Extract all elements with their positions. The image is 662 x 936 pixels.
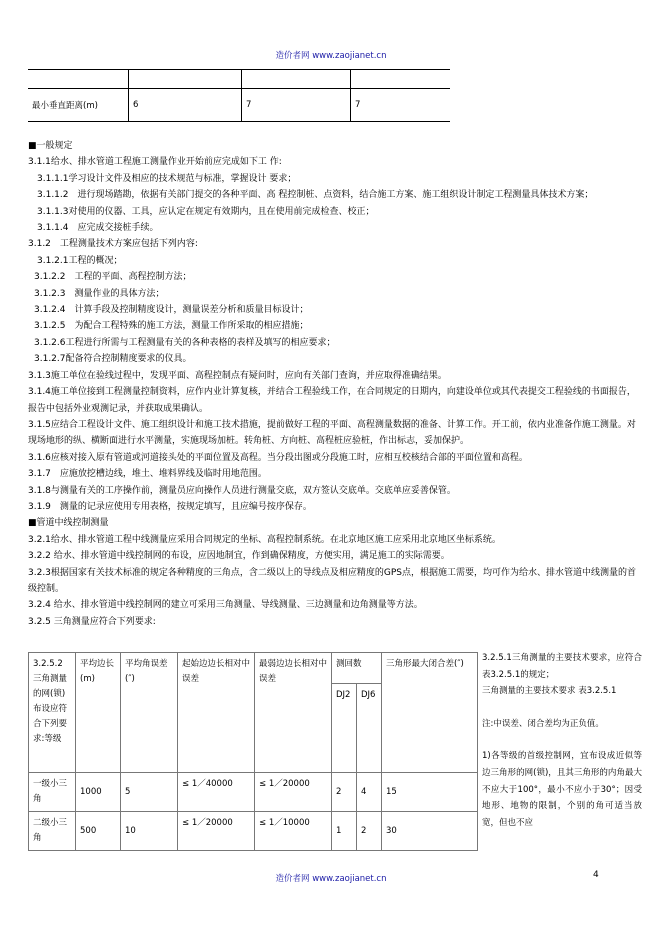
header-cell-grade: 3.2.5.2 三角测量的网(锁)布设应符合下列要求:等级 <box>29 653 76 773</box>
header-site-link[interactable]: 造价者网 www.zaojianet.cn <box>275 51 387 61</box>
paragraph: 3.1.2.5 为配合工程特殊的施工方法，测量工作所采取的相应措施； <box>34 321 309 332</box>
paragraph: 3.1.3施工单位在验线过程中，发现平面、高程控制点有疑问时，应向有关部门查询，并应取得准确结果。 <box>28 370 447 381</box>
table-cell: 15 <box>382 773 478 812</box>
table-cell: 7 <box>351 89 451 122</box>
table-header-row <box>29 653 478 684</box>
table-cell <box>351 70 451 89</box>
table-cell <box>242 70 351 89</box>
paragraph: 3.1.1.2 进行现场踏勘，依据有关部门提交的各种平面、高 程控制桩、点资料，结合施工方案、施工组织设计制定工程测量具体技术方案； <box>37 190 594 201</box>
paragraph: 3.1.6应核对接入原有管道或河道接头处的平面位置及高程。当分段出图或分段施工时，应相互校核结合部的平面位置和高程。 <box>28 452 528 463</box>
table-cell: 二级小三角 <box>29 812 76 851</box>
table-cell: ≤ 1／20000 <box>255 773 332 812</box>
table-cell: ≤ 1／40000 <box>178 773 255 812</box>
side-note <box>482 650 642 831</box>
header-cell-dj2: DJ2 <box>332 684 357 773</box>
paragraph: 3.1.2.6工程进行所需与工程测量有关的各种表格的表样及填写的相应要求； <box>34 337 336 348</box>
header-cell-closure: 三角形最大闭合差(″) <box>382 653 478 773</box>
table-cell: 最小垂直距离(m) <box>28 89 129 122</box>
paragraph: 3.1.1.3对使用的仪器、工具，应认定在规定有效期内，且在使用前完成检查、校正； <box>37 206 375 217</box>
header-cell-dj6: DJ6 <box>357 684 382 773</box>
table-row <box>28 70 450 89</box>
paragraph: 3.1.2.3 测量作业的具体方法； <box>34 288 165 299</box>
table-row <box>28 89 450 122</box>
paragraph: 3.2.1给水、排水管道工程中线测量应采用合同规定的坐标、高程控制系统。在北京地区施工应采用北京地区坐标系统。 <box>28 534 501 545</box>
table-cell: 6 <box>129 89 242 122</box>
table-cell: 10 <box>121 812 178 851</box>
paragraph: 3.2.5 三角测量应符合下列要求: <box>28 616 156 627</box>
paragraph: 3.1.2.1工程的概况； <box>37 255 123 266</box>
header-cell-start-side: 起始边边长相对中误差 <box>178 653 255 773</box>
paragraph: 3.1.4施工单位接到工程测量控制资料，应作内业计算复核，并结合工程验线工作，在合同规定的日期内，向建设单位或其代表提交工程验线的书面报告，报告中包括外业观测记录，并获取成果确认。 <box>28 387 636 414</box>
body-text <box>28 138 640 630</box>
section-heading: ■管道中线控制测量 <box>28 518 109 529</box>
table-cell <box>28 70 129 89</box>
table-cell: 一级小三角 <box>29 773 76 812</box>
table-cell: 1000 <box>76 773 121 812</box>
table-cell: 2 <box>357 812 382 851</box>
paragraph: 3.1.9 测量的记录应使用专用表格，按规定填写，且应编号按序保存。 <box>28 501 312 512</box>
spacer <box>482 700 642 716</box>
section-heading: ■一般规定 <box>28 141 73 151</box>
paragraph: 3.1.1给水、排水管道工程施工测量作业开始前应完成如下工 作: <box>28 157 282 168</box>
table-cell: ≤ 1／20000 <box>178 812 255 851</box>
paragraph: 3.1.5应结合工程设计文件、施工组织设计和施工技术措施，提前做好工程的平面、高程测量数据的准备、计算工作。开工前，依内业准备作施工测量。对现场地形的纵、横断面进行水平测量，实施现场加桩。转角桩、方向桩、高程桩应验桩，作出标志，妥加保护。 <box>28 419 636 447</box>
table-cell: 5 <box>121 773 178 812</box>
paragraph: 3.2.3根据国家有关技术标准的规定各种精度的三角点，含二级以上的导线点及相应精度的GPS点，根据施工需要，均可作为给水、排水管道中线测量的首级控制。 <box>28 567 637 594</box>
clearance-table <box>28 69 450 122</box>
triangulation-requirements-table <box>28 652 478 851</box>
table-cell: 2 <box>332 773 357 812</box>
header-cell-rounds: 测回数 <box>332 653 382 684</box>
side-note-paragraph: 1)各等级的首级控制网，宜布设成近似等边三角形的网(锁)，且其三角形的内角最大不应大于100°，最小不应小于30°；因受地形、地物的限制，个别的角可适当放宽，但也不应 <box>482 751 642 828</box>
paragraph: 3.2.4 给水、排水管道中线控制网的建立可采用三角测量、导线测量、三边测量和边角测量等方法。 <box>28 600 423 611</box>
table-cell: 4 <box>357 773 382 812</box>
page-number: 4 <box>593 870 599 880</box>
paragraph: 3.1.2.7配备符合控制精度要求的仪具。 <box>34 354 192 365</box>
table-cell: 7 <box>242 89 351 122</box>
header-cell-weakest-side: 最弱边边长相对中误差 <box>255 653 332 773</box>
table-cell: ≤ 1／10000 <box>255 812 332 851</box>
header-cell-angle-error: 平均角误差(″) <box>121 653 178 773</box>
side-note-paragraph: 注:中误差、闭合差均为正负值。 <box>482 718 604 729</box>
paragraph: 3.1.2 工程测量技术方案应包括下列内容: <box>28 239 198 250</box>
side-note-paragraph: 3.2.5.1三角测量的主要技术要求，应符合表3.2.5.1的规定； <box>482 653 642 680</box>
paragraph: 3.1.2.2 工程的平面、高程控制方法； <box>34 272 192 283</box>
paragraph: 3.1.2.4 计算手段及控制精度设计，测量误差分析和质量目标设计； <box>34 305 309 316</box>
paragraph: 3.1.8与测量有关的工序操作前，测量员应向操作人员进行测量交底，双方签认交底单。交底单应妥善保管。 <box>28 485 456 496</box>
spacer <box>482 732 642 748</box>
table-cell: 500 <box>76 812 121 851</box>
table-row <box>29 773 478 812</box>
header-cell-side-length: 平均边长(m) <box>76 653 121 773</box>
paragraph: 3.2.2 给水、排水管道中线控制网的布设，应因地制宜，作到确保精度，方便实用，满足施工的实际需要。 <box>28 551 450 562</box>
table-cell: 30 <box>382 812 478 851</box>
paragraph: 3.1.7 应施放挖槽边线，堆土、堆料界线及临时用地范围。 <box>28 469 267 480</box>
table-cell <box>129 70 242 89</box>
table-row <box>29 812 478 851</box>
paragraph: 3.1.1.4 应完成交接桩手续。 <box>37 223 159 234</box>
footer-site-link[interactable]: 造价者网 www.zaojianet.cn <box>275 874 387 884</box>
paragraph: 3.1.1.1学习设计文件及相应的技术规范与标准，掌握设计 要求； <box>37 173 297 184</box>
side-note-paragraph: 三角测量的主要技术要求 表3.2.5.1 <box>482 686 617 697</box>
table-cell: 1 <box>332 812 357 851</box>
